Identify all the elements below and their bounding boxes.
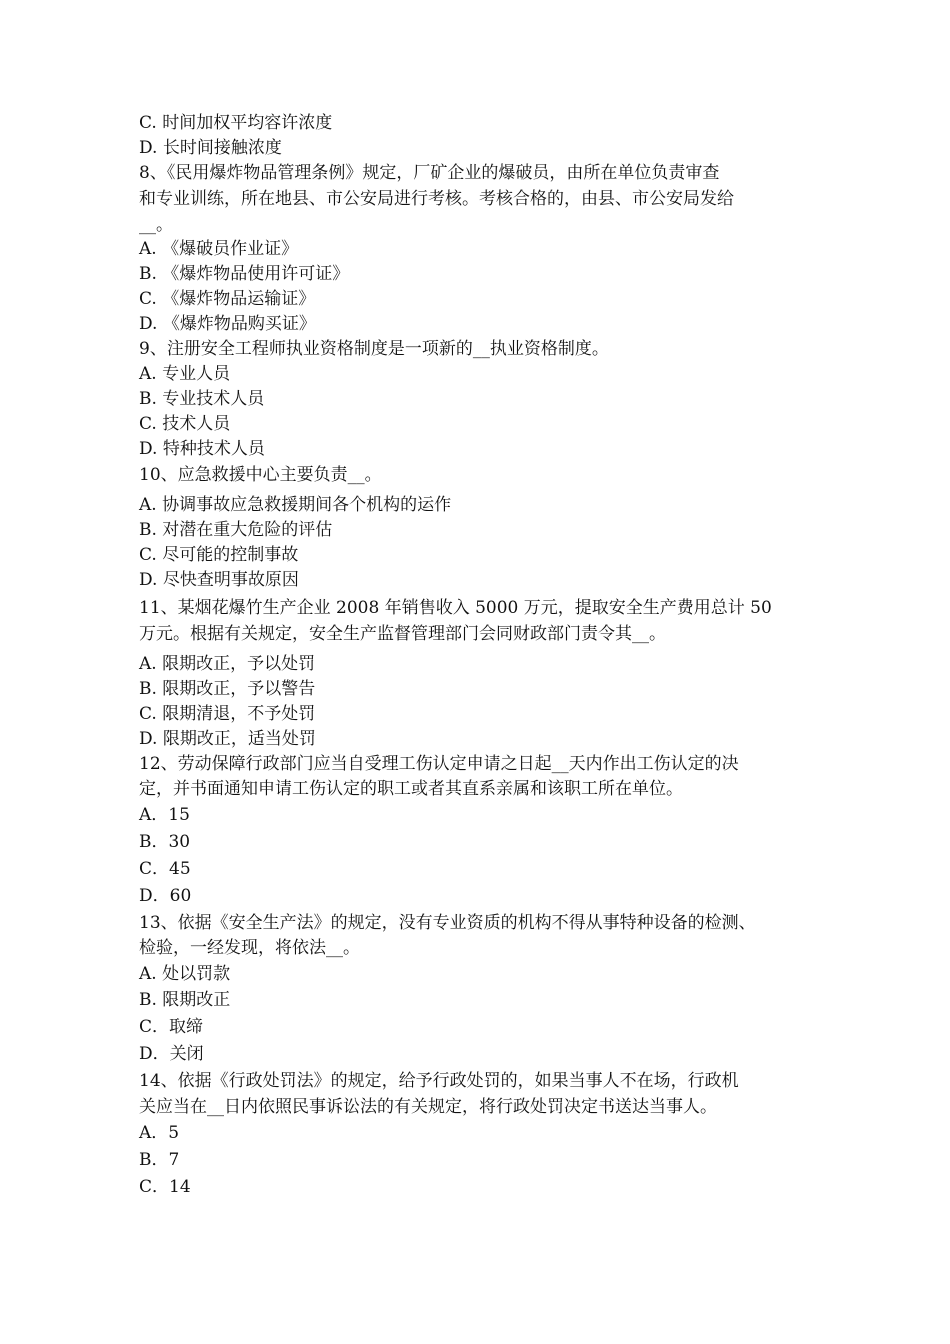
question-line: 万元。根据有关规定，安全生产监督管理部门会同财政部门责令其__。 [139,624,666,644]
option-line: C．取缔 [139,1017,204,1037]
question-line: 关应当在__日内依照民事诉讼法的有关规定，将行政处罚决定书送达当事人。 [139,1097,717,1117]
option-line: D. 尽快查明事故原因 [139,570,299,590]
option-line: D. 《爆炸物品购买证》 [139,314,316,334]
question-line: 8、《民用爆炸物品管理条例》规定，厂矿企业的爆破员，由所在单位负责审查 [139,163,720,183]
option-line: C. 《爆炸物品运输证》 [139,289,316,309]
option-line: B. 限期改正 [139,990,231,1010]
question-line: 13、依据《安全生产法》的规定，没有专业资质的机构不得从事特种设备的检测、 [139,913,756,933]
option-line: C. 时间加权平均容许浓度 [139,113,333,133]
option-line: A．15 [139,805,190,825]
option-line: B．7 [139,1150,180,1170]
option-line: A. 专业人员 [139,364,231,384]
option-line: A. 限期改正，予以处罚 [139,654,316,674]
option-line: B. 专业技术人员 [139,389,265,409]
question-line: __。 [139,215,173,235]
question-line: 和专业训练，所在地县、市公安局进行考核。考核合格的，由县、市公安局发给 [139,189,734,209]
question-line: 检验，一经发现，将依法__。 [139,938,360,958]
option-line: D. 限期改正，适当处罚 [139,729,316,749]
option-line: A. 处以罚款 [139,964,231,984]
option-line: A．5 [139,1123,180,1143]
option-line: D．60 [139,886,192,906]
option-line: D．关闭 [139,1044,204,1064]
option-line: B．30 [139,832,191,852]
question-line: 定，并书面通知申请工伤认定的职工或者其直系亲属和该职工所在单位。 [139,779,683,799]
question-line: 12、劳动保障行政部门应当自受理工伤认定申请之日起__天内作出工伤认定的决 [139,754,739,774]
option-line: D. 特种技术人员 [139,439,265,459]
option-line: A. 协调事故应急救援期间各个机构的运作 [139,495,452,515]
option-line: A. 《爆破员作业证》 [139,239,299,259]
option-line: C. 限期清退，不予处罚 [139,704,316,724]
question-line: 9、注册安全工程师执业资格制度是一项新的__执业资格制度。 [139,339,609,359]
option-line: C. 尽可能的控制事故 [139,545,299,565]
question-line: 10、应急救援中心主要负责__。 [139,465,382,485]
question-line: 11、某烟花爆竹生产企业 2008 年销售收入 5000 万元，提取安全生产费用总计 50 [139,598,772,618]
option-line: C．14 [139,1177,191,1197]
option-line: B. 限期改正，予以警告 [139,679,316,699]
question-line: 14、依据《行政处罚法》的规定，给予行政处罚的，如果当事人不在场，行政机 [139,1071,739,1091]
option-line: D. 长时间接触浓度 [139,138,282,158]
option-line: C．45 [139,859,191,879]
option-line: C. 技术人员 [139,414,231,434]
option-line: B. 《爆炸物品使用许可证》 [139,264,350,284]
option-line: B. 对潜在重大危险的评估 [139,520,333,540]
